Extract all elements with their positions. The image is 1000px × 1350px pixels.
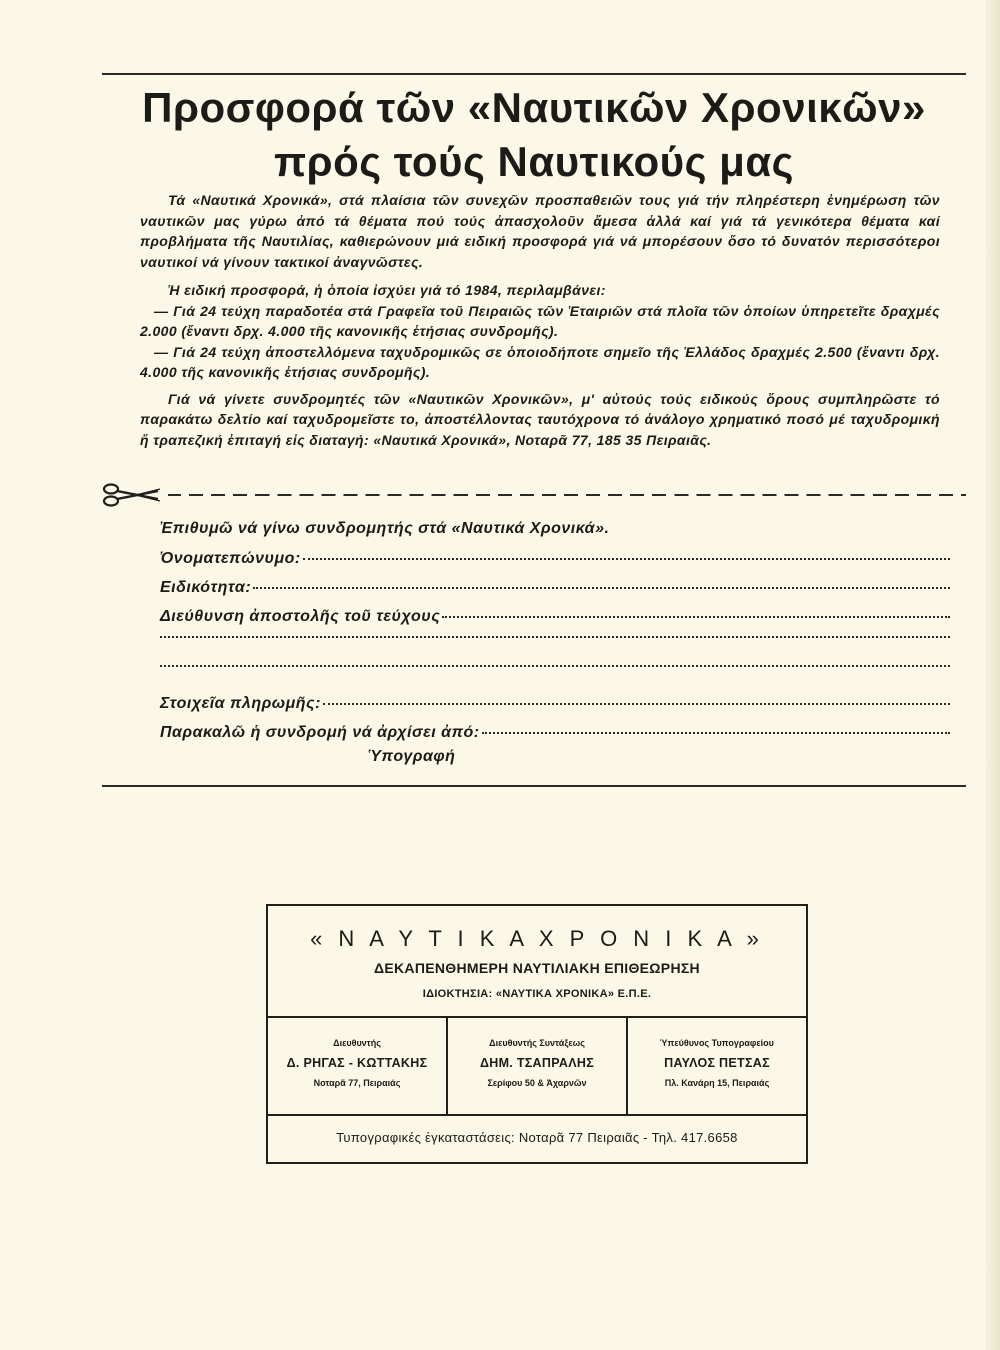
printer-name: ΠΑΥΛΟΣ ΠΕΤΣΑΣ (664, 1056, 770, 1070)
address-fill-line-3[interactable] (160, 663, 950, 667)
address-field-line2[interactable] (160, 637, 950, 666)
cut-dashes (168, 494, 966, 496)
staff-editor (446, 1018, 626, 1114)
payment-field[interactable] (160, 695, 950, 724)
editor-role: Διευθυντής Συντάξεως (489, 1038, 585, 1048)
masthead-ownership: ΙΔΙΟΚΤΗΣΙΑ: «ΝΑΥΤΙΚΑ ΧΡΟΝΙΚΑ» Ε.Π.Ε. (422, 988, 652, 1000)
staff-director (268, 1018, 446, 1114)
name-label: Ὀνοματεπώνυμο: (160, 550, 301, 567)
address-field[interactable] (160, 608, 950, 637)
director-name: Δ. ΡΗΓΑΣ - ΚΩΤΤΑΚΗΣ (286, 1056, 428, 1070)
offer-conditions-intro: Ἡ ειδική προσφορά, ἡ ὁποία ἰσχύει γιά τό 1984, περιλαμβάνει: (168, 282, 606, 298)
printer-role: Ὑπεύθυνος Τυπογραφείου (660, 1038, 774, 1048)
payment-label: Στοιχεῖα πληρωμῆς: (160, 695, 321, 712)
address-label: Διεύθυνση ἀποστολῆς τοῦ τεύχους (160, 608, 441, 625)
scissors-icon (102, 482, 162, 508)
signature-label: Ὑπογραφή (368, 748, 456, 765)
editor-address: Σερίφου 50 & Ἀχαρνῶν (487, 1078, 587, 1088)
offer-title-line2: πρός τούς Ναυτικούς μας (274, 138, 794, 185)
masthead-box (266, 904, 808, 1164)
coupon-wish-row (160, 520, 950, 550)
offer-intro-paragraph: Τά «Ναυτικά Χρονικά», στά πλαίσια τῶν συνεχῶν προσπαθειῶν τους γιά τήν πληρέστερη ἐνημέρωση τῶν ναυτικῶν μας γύρω ἀπό τά θέματα πού τούς ἀπασχολοῦν ἄμεσα ἀλλά καί γιά τά γενικότερα θέματα καί προβλήματα τῆς Ναυτιλίας, καθιερώνουν μιά ειδική προσφορά γιά νά μπορέσουν ὅσο τό δυνατόν περισσότεροι ναυτικοί νά γίνουν τακτικοί ἀναγνῶστες. (140, 192, 940, 270)
masthead-footer: Τυπογραφικές ἐγκαταστάσεις: Νοταρᾶ 77 Πειραιᾶς - Τηλ. 417.6658 (336, 1130, 738, 1145)
name-field[interactable] (160, 550, 950, 579)
address-fill-line-2[interactable] (160, 634, 950, 638)
masthead-title: « Ν Α Υ Τ Ι Κ Α Χ Ρ Ο Ν Ι Κ Α » (310, 926, 764, 951)
specialty-label: Ειδικότητα: (160, 579, 252, 596)
name-fill-line[interactable] (303, 556, 950, 560)
specialty-field[interactable] (160, 579, 950, 608)
staff-printer (626, 1018, 806, 1114)
start-date-fill-line[interactable] (482, 730, 950, 734)
offer-bullet-mail: — Γιά 24 τεύχη ἀποστελλόμενα ταχυδρομικῶς σε ὁποιοδήποτε σημεῖο τῆς Ἑλλάδος δραχμές 2.500 (ἔναντι δρχ. 4.000 τῆς κανονικῆς ἐτήσιας συνδρομῆς). (140, 343, 940, 380)
top-rule (102, 73, 966, 75)
page-edge-shadow (986, 0, 1000, 1350)
masthead-staff-grid (268, 1016, 806, 1116)
director-role: Διευθυντής (333, 1038, 381, 1048)
printer-address: Πλ. Κανάρη 15, Πειραιάς (664, 1078, 770, 1088)
director-address: Νοταρᾶ 77, Πειραιάς (313, 1078, 401, 1088)
specialty-fill-line[interactable] (253, 585, 950, 589)
payment-fill-line[interactable] (323, 701, 950, 705)
address-fill-line[interactable] (442, 614, 950, 618)
address-field-line3[interactable] (160, 666, 950, 695)
start-date-field[interactable] (160, 724, 950, 753)
offer-instructions: Γιά νά γίνετε συνδρομητές τῶν «Ναυτικῶν Χρονικῶν», μ' αὐτούς τούς ειδικούς ὅρους συμπληρῶστε τό παρακάτω δελτίο καί ταχυδρομεῖστε το, ἀποστέλλοντας ταυτόχρονα τό ἀνάλογο χρηματικό ποσό μέ ταχυδρομική ἤ τραπεζική ἐπιταγή εἰς διαταγή: «Ναυτικά Χρονικά», Νοταρᾶ 77, 185 35 Πειραιᾶς. (140, 390, 940, 448)
cut-line (102, 482, 966, 508)
subscription-coupon (160, 520, 950, 753)
offer-title-line1: Προσφορά τῶν «Ναυτικῶν Χρονικῶν» (142, 84, 926, 131)
offer-body (140, 190, 940, 450)
offer-bullet-office: — Γιά 24 τεύχη παραδοτέα στά Γραφεῖα τοῦ Πειραιῶς τῶν Ἑταιριῶν στά πλοῖα τῶν ὁποίων ὑπηρετεῖτε δραχμές 2.000 (ἔναντι δρχ. 4.000 τῆς κανονικῆς ἐτήσιας συνδρομῆς). (140, 302, 940, 339)
masthead-subtitle: ΔΕΚΑΠΕΝΘΗΜΕΡΗ ΝΑΥΤΙΛΙΑΚΗ ΕΠΙΘΕΩΡΗΣΗ (374, 960, 700, 976)
editor-name: ΔΗΜ. ΤΣΑΠΡΑΛΗΣ (479, 1056, 595, 1070)
start-date-label: Παρακαλῶ ἡ συνδρομή νά ἀρχίσει ἀπό: (160, 724, 480, 741)
coupon-wish: Ἐπιθυμῶ νά γίνω συνδρομητής στά «Ναυτικά Χρονικά». (160, 520, 610, 537)
bottom-rule (102, 785, 966, 787)
